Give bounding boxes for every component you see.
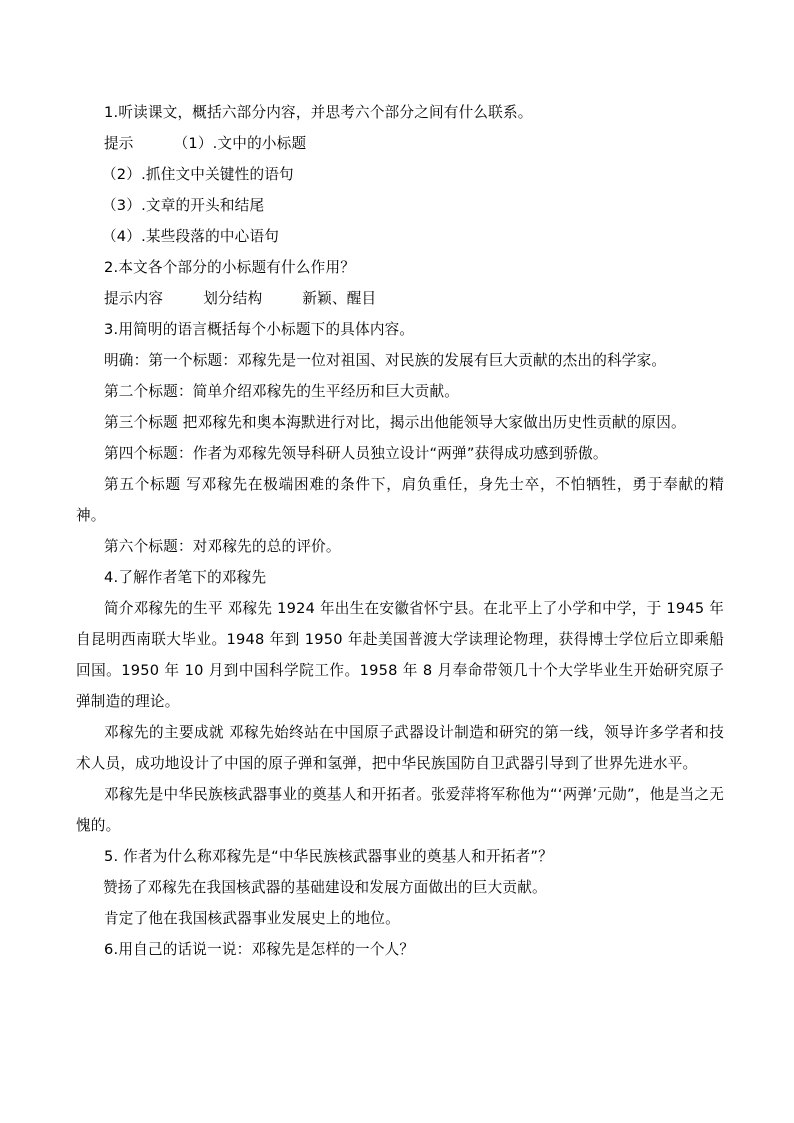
answer-3-5: 第五个标题 写邓稼先在极端困难的条件下，肩负重任，身先士卒，不怕牺牲，勇于奉献的精神。: [76, 476, 724, 524]
document-body: [76, 97, 724, 965]
answer-5-1: 赞扬了邓稼先在我国核武器的基础建设和发展方面做出的巨大贡献。: [103, 879, 547, 896]
question-1-hint: [104, 128, 724, 159]
title-paragraph: 邓稼先是中华民族核武器事业的奠基人和开拓者。张爱萍将军称他为“‘两弹’元勋”，他是当之无愧的。: [76, 786, 724, 834]
achievement-paragraph: 邓稼先的主要成就 邓稼先始终站在中国原子武器设计制造和研究的第一线，领导许多学者和技术人员，成功地设计了中国的原子弹和氢弹，把中华民族国防自卫武器引导到了世界先进水平。: [76, 724, 724, 772]
question-2-hint: [104, 283, 724, 314]
answer-3-6: 第六个标题：对邓稼先的总的评价。: [104, 538, 341, 555]
hint-label: 提示: [104, 135, 134, 152]
hint-item-2: （2）.抓住文中关键性的语句: [102, 166, 294, 183]
answer-3-4: 第四个标题：作者为邓稼先领导科研人员独立设计“两弹”获得成功感到骄傲。: [104, 445, 608, 462]
question-2: 2.本文各个部分的小标题有什么作用？: [104, 259, 356, 276]
hint-structure: 划分结构: [203, 290, 263, 307]
question-5: 5. 作者为什么称邓稼先是“中华民族核武器事业的奠基人和开拓者”？: [104, 848, 553, 865]
question-4: 4.了解作者笔下的邓稼先: [104, 569, 267, 586]
question-6: 6.用自己的话说一说：邓稼先是怎样的一个人？: [104, 941, 415, 958]
answer-3-3: 第三个标题 把邓稼先和奥本海默进行对比，揭示出他能领导大家做出历史性贡献的原因。: [104, 414, 686, 431]
hint-item-3: （3）.文章的开头和结尾: [102, 197, 265, 214]
question-1: 1.听读课文，概括六部分内容，并思考六个部分之间有什么联系。: [104, 104, 533, 121]
hint-item-1: （1）.文中的小标题: [173, 135, 307, 152]
biography-paragraph: 简介邓稼先的生平 邓稼先 1924 年出生在安徽省怀宁县。在北平上了小学和中学，于 1945 年自昆明西南联大毕业。1948 年到 1950 年赴美国普渡大学读理论物理，获得博士学位后立即乘船回国。1950 年 10 月到中国科学院工作。1958 年 8 月奉命带领几十个大学毕业生开始研究原子弹制造的理论。: [76, 600, 724, 710]
question-3: 3.用简明的语言概括每个小标题下的具体内容。: [104, 321, 415, 338]
hint-novel: 新颖、醒目: [302, 290, 377, 307]
hint-label-2: 提示内容: [104, 290, 164, 307]
answer-3-2: 第二个标题：简单介绍邓稼先的生平经历和巨大贡献。: [104, 383, 460, 400]
answer-3-1: 明确：第一个标题：邓稼先是一位对祖国、对民族的发展有巨大贡献的杰出的科学家。: [104, 352, 667, 369]
answer-5-2: 肯定了他在我国核武器事业发展史上的地位。: [104, 910, 400, 927]
hint-item-4: （4）.某些段落的中心语句: [102, 228, 280, 245]
